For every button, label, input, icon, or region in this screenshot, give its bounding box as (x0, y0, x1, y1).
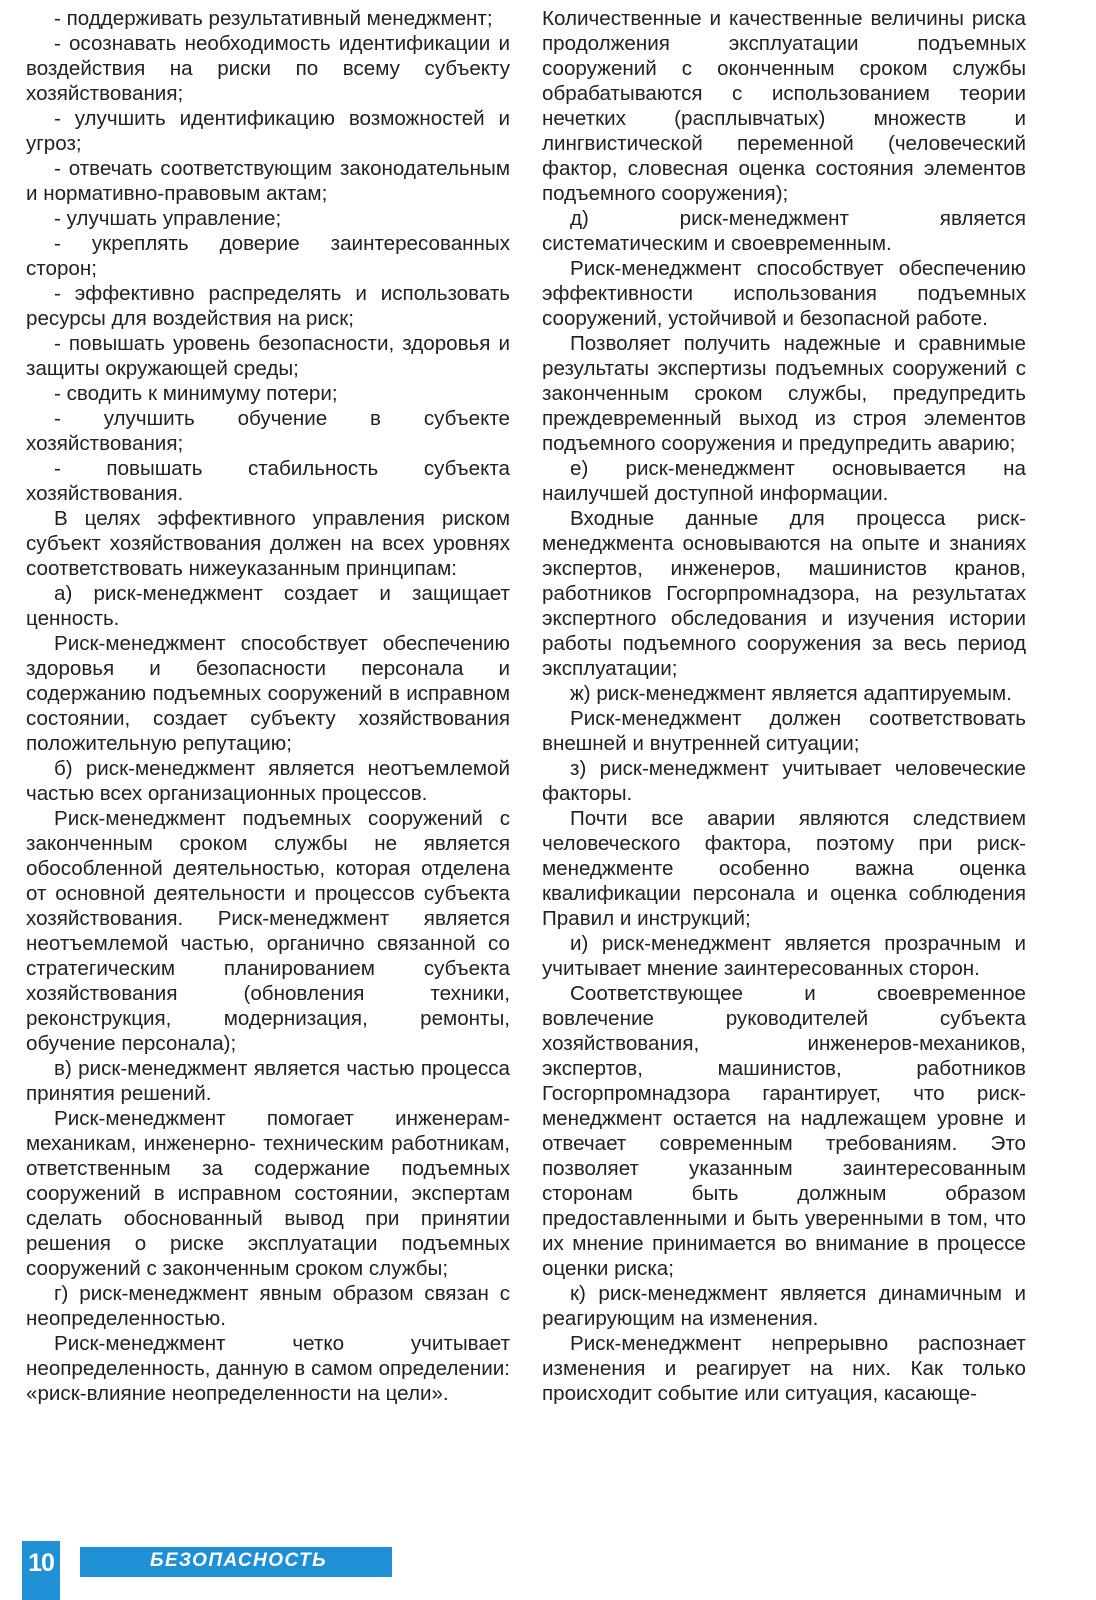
right-text-column (542, 6, 1026, 1406)
paragraph: - укреплять доверие заинтересованных сторон; (26, 232, 510, 280)
paragraph: а) риск-менеджмент создает и защищает ценность. (26, 582, 510, 630)
paragraph: Риск-менеджмент подъемных сооружений с законченным сроком службы не является обособленной деятельностью, которая отделена от основной деятельности и процессов субъекта хозяйствования. Риск-менеджмент является неотъемлемой частью, органично связанной со стратегическим планированием субъекта хозяйствования (обновления техники, реконструкция, модернизация, ремонты, обучение персонала); (26, 807, 510, 1055)
paragraph: Входные данные для процесса риск-менеджмента основываются на опыте и знаниях экспертов, инженеров, машинистов кранов, работников Госгорпромнадзора, на результатах экспертного обследования и изучения истории работы подъемного сооружения за весь период эксплуатации; (542, 507, 1026, 680)
paragraph: к) риск-менеджмент является динамичным и реагирующим на изменения. (542, 1282, 1026, 1330)
section-title: БЕЗОПАСНОСТЬ (150, 1550, 328, 1571)
paragraph: ж) риск-менеджмент является адаптируемым. (570, 682, 1012, 705)
page-number: 10 (28, 1549, 54, 1577)
paragraph: - улучшить обучение в субъекте хозяйствования; (26, 407, 510, 455)
paragraph: - улучшить идентификацию возможностей и угроз; (26, 107, 510, 155)
paragraph: Риск-менеджмент должен соответствовать внешней и внутренней ситуации; (542, 707, 1026, 755)
page-number-box (22, 1541, 60, 1600)
paragraph: г) риск-менеджмент явным образом связан с неопределенностью. (26, 1282, 510, 1330)
paragraph: - поддерживать результативный менеджмент; (54, 7, 493, 30)
paragraph: Риск-менеджмент способствует обеспечению эффективности использования подъемных сооружений, устойчивой и безопасной работе. (542, 257, 1026, 330)
paragraph: - повышать уровень безопасности, здоровья и защиты окружающей среды; (26, 332, 510, 380)
section-banner (80, 1547, 392, 1577)
paragraph: - эффективно распределять и использовать ресурсы для воздействия на риск; (26, 282, 510, 330)
paragraph: Риск-менеджмент помогает инженерам-механикам, инженерно- техническим работникам, ответственным за содержание подъемных сооружений в исправном состоянии, экспертам сделать обоснованный вывод при принятии решения о риске эксплуатации подъемных сооружений с законченным сроком службы; (26, 1107, 510, 1280)
paragraph: - улучшать управление; (54, 207, 282, 230)
paragraph: Почти все аварии являются следствием человеческого фактора, поэтому при риск-менеджменте особенно важна оценка квалификации персонала и оценка соблюдения Правил и инструкций; (542, 807, 1026, 930)
paragraph: з) риск-менеджмент учитывает человеческие факторы. (542, 757, 1026, 805)
paragraph: Риск-менеджмент непрерывно распознает изменения и реагирует на них. Как только происходит событие или ситуация, касающе- (542, 1332, 1026, 1405)
paragraph: Количественные и качественные величины риска продолжения эксплуатации подъемных сооружений с оконченным сроком службы обрабатываются с использованием теории нечетких (расплывчатых) множеств и лингвистической переменной (человеческий фактор, словесная оценка состояния элементов подъемного сооружения); (542, 7, 1026, 205)
paragraph: - повышать стабильность субъекта хозяйствования. (26, 457, 510, 505)
paragraph: Риск-менеджмент четко учитывает неопределенность, данную в самом определении: «риск-влияние неопределенности на цели». (26, 1332, 510, 1405)
paragraph: е) риск-менеджмент основывается на наилучшей доступной информации. (542, 457, 1026, 505)
paragraph: Соответствующее и своевременное вовлечение руководителей субъекта хозяйствования, инженеров-механиков, экспертов, машинистов, работников Госгорпромнадзора гарантирует, что риск-менеджмент остается на надлежащем уровне и отвечает современным требованиям. Это позволяет указанным заинтересованным сторонам быть должным образом предоставленными и быть уверенными в том, что их мнение принимается во внимание в процессе оценки риска; (542, 982, 1026, 1280)
left-text-column (26, 6, 510, 1406)
paragraph: В целях эффективного управления риском субъект хозяйствования должен на всех уровнях соответствовать нижеуказанным принципам: (26, 507, 510, 580)
paragraph: Риск-менеджмент способствует обеспечению здоровья и безопасности персонала и содержанию подъемных сооружений в исправном состоянии, создает субъекту хозяйствования положительную репутацию; (26, 632, 510, 755)
paragraph: и) риск-менеджмент является прозрачным и учитывает мнение заинтересованных сторон. (542, 932, 1026, 980)
paragraph: - осознавать необходимость идентификации и воздействия на риски по всему субъекту хозяйствования; (26, 32, 510, 105)
paragraph: - сводить к минимуму потери; (54, 382, 338, 405)
paragraph: - отвечать соответствующим законодательным и нормативно-правовым актам; (26, 157, 510, 205)
paragraph: д) риск-менеджмент является систематическим и своевременным. (542, 207, 1026, 255)
paragraph: Позволяет получить надежные и сравнимые результаты экспертизы подъемных сооружений с законченным сроком службы, предупредить преждевременный выход из строя элементов подъемного сооружения и предупредить аварию; (542, 332, 1026, 455)
paragraph: в) риск-менеджмент является частью процесса принятия решений. (26, 1057, 510, 1105)
paragraph: б) риск-менеджмент является неотъемлемой частью всех организационных процессов. (26, 757, 510, 805)
